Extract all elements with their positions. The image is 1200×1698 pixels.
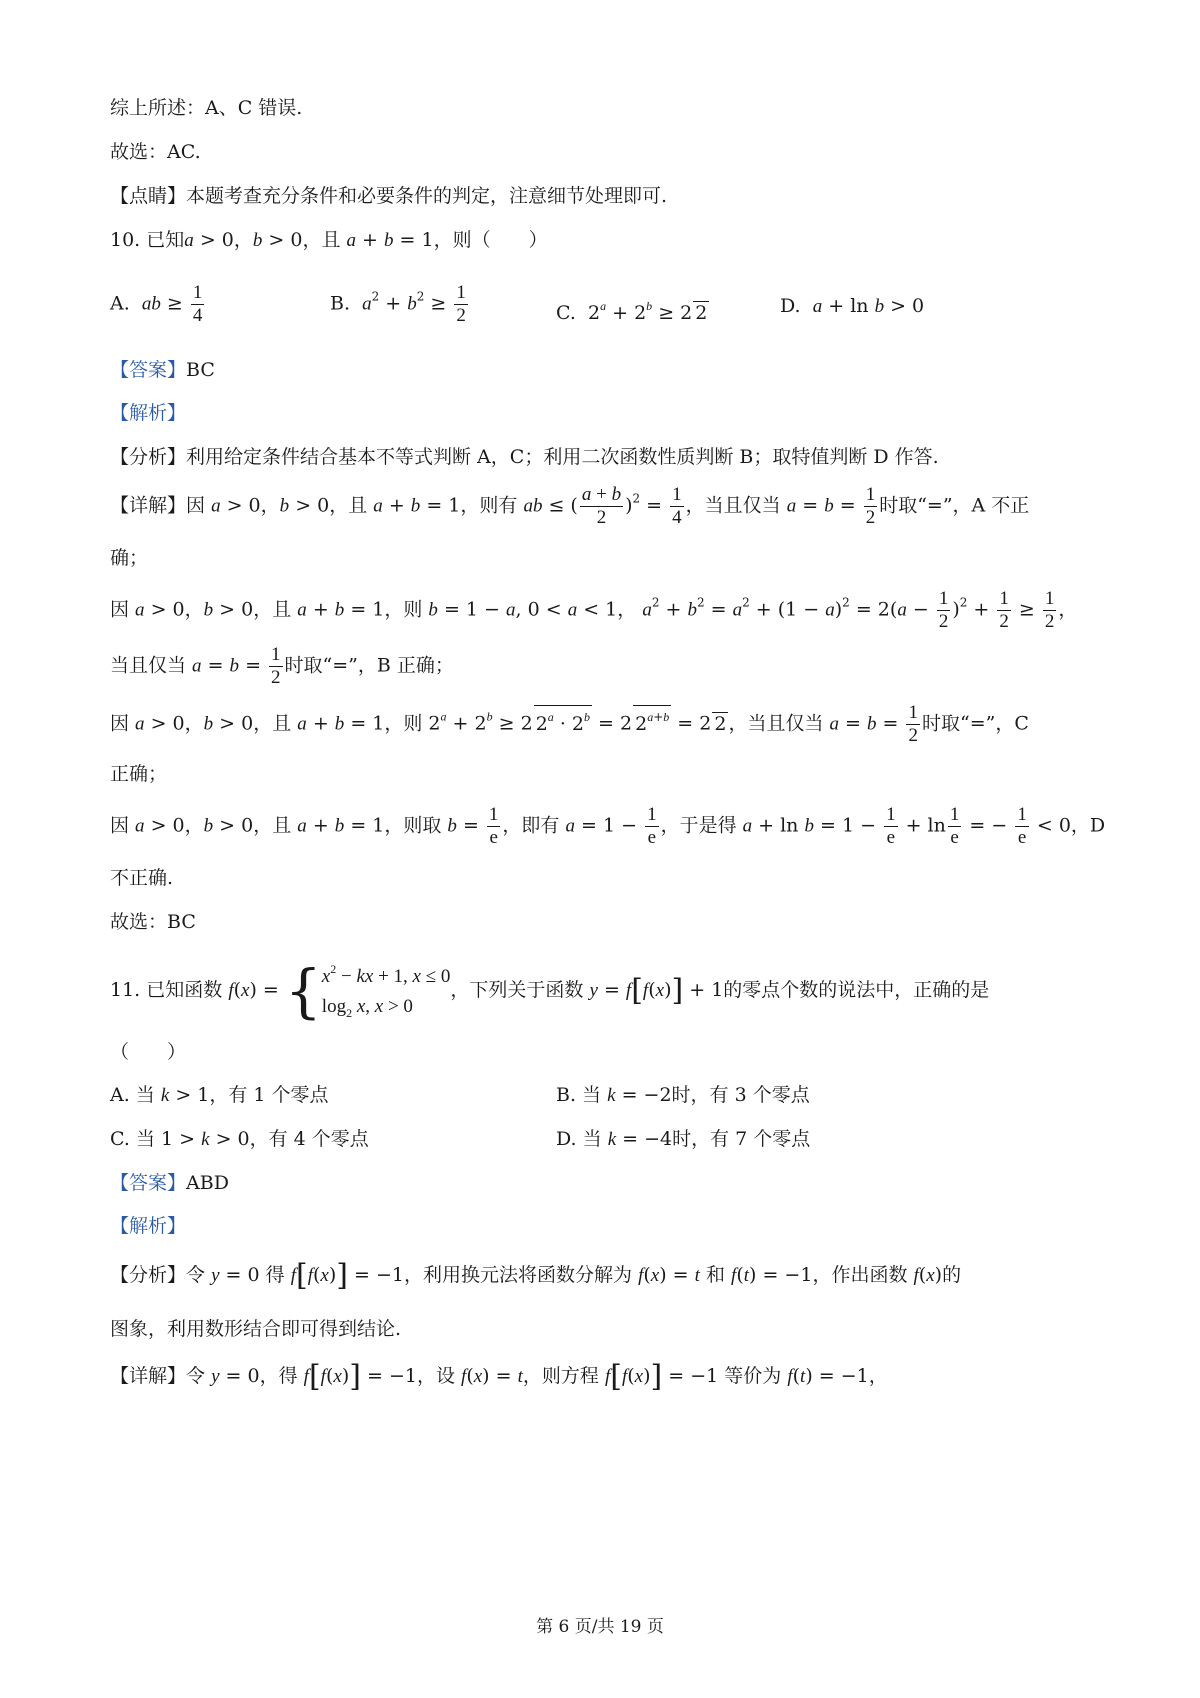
q11-answer: 【答案】ABD <box>110 1172 229 1194</box>
q10-option-d: D. a + ln b > 0 <box>780 295 925 317</box>
q10-option-c: C. $2^a + 2^b \ge 2$ 2 <box>556 299 708 324</box>
point-line <box>110 184 667 208</box>
q10-detail-b: 因 a > 0，b > 0，且 a + b = 1，则 b = 1 − a, 0 < a < 1， $a^2 + b^2 = a^2 + (1 - a)^2 = 2(a$ − $\frac{1}{2}$ )$^2$ + $\frac{1}{2}$ ≥ $\frac{1}{2}$ ， <box>110 588 1078 632</box>
page-footer: 第 6 页/共 19 页 <box>536 1617 664 1637</box>
q11-option-d: D. 当 k = −4时，有 7 个零点 <box>556 1128 811 1150</box>
q10-detail-d-cont: 不正确. <box>110 867 174 889</box>
q10-choice: 故选：BC <box>110 911 196 933</box>
q10-detail-a-cont: 确； <box>110 547 149 569</box>
answer-value: ABD <box>186 1172 229 1194</box>
choice-line: 故选：AC. <box>110 141 201 163</box>
q11-option-b: B. 当 k = −2时，有 3 个零点 <box>556 1084 810 1106</box>
answer-tag: 【答案】 <box>110 359 187 381</box>
q10-number: 10. <box>110 229 141 251</box>
q10-answer <box>110 358 215 382</box>
q10-analysis <box>110 445 939 469</box>
q10-option-a: A. ab ≥ $\frac{1}{4}$ <box>110 282 203 326</box>
q10-detail-c-cont: 正确； <box>110 763 168 785</box>
q10-detail-d: 因 a > 0，b > 0，且 a + b = 1，则取 b = $\frac{1}{e}$ ，即有 a = 1 − $\frac{1}{e}$ ，于是得 a + ln b = 1 − $\frac{1}{e}$ + ln $\frac{1}{e}$ = − $\frac{1}{e}$ < 0，D <box>110 804 1106 848</box>
q10-stem-post: ，则（ ） <box>433 229 548 251</box>
q10-stem: 10. 已知a > 0，b > 0，且 a + b = 1，则（ ） <box>110 229 548 251</box>
q10-detail-c: 因 a > 0，b > 0，且 a + b = 1，则 $2^a + 2^b \ge 2$ $2^a \cdot 2^b = 2$ $2^{a+b} = 2$ 2 ，当且仅当 a = b = $\frac{1}{2}$ 时取“=”，C <box>110 702 1029 746</box>
q11-option-c: C. 当 1 > k > 0，有 4 个零点 <box>110 1128 369 1150</box>
q10-stem-pre: 已知 <box>146 229 185 251</box>
point-tag: 【点睛】 <box>110 185 187 207</box>
q11-detail: 【详解】令 y = 0，得 f[f(x)] = −1，设 f(x) = t，则方程 f[f(x)] = −1 等价为 f(t) = −1， <box>110 1359 888 1394</box>
q11-stem: 11. 已知函数 f(x) = { $x^2$ − kx + 1, x ≤ 0 $\log_2 x$, x > 0 ，下列关于函数 y = f[f(x)] + 1的零点个数的说法中，正确的是 <box>110 957 990 1025</box>
answer-value: BC <box>186 359 215 381</box>
q10-detail-b-cont: 当且仅当 a = b = $\frac{1}{2}$ 时取“=”，B 正确； <box>110 644 454 688</box>
fenxi-text: 利用给定条件结合基本不等式判断 A，C；利用二次函数性质判断 B；取特值判断 D 作答. <box>186 446 939 468</box>
q10-detail-a: 【详解】因 a > 0，b > 0，且 a + b = 1，则有 ab ≤ ( $\frac{a + b}{2}$ )$^2$ = $\frac{1}{4}$ ，当且仅当 a = b = $\frac{1}{2}$ 时取“=”，A 不正 <box>110 484 1030 528</box>
fenxi-tag: 【分析】 <box>110 446 187 468</box>
q10-analysis-tag: 【解析】 <box>110 402 187 424</box>
q10-option-b: B. $a^2 + b^2$ ≥ $\frac{1}{2}$ <box>330 282 466 326</box>
q11-number: 11. <box>110 979 141 1001</box>
summary-line: 综上所述：A、C 错误. <box>110 97 303 119</box>
q11-option-a: A. 当 k > 1，有 1 个零点 <box>110 1084 329 1106</box>
q11-analysis-tag: 【解析】 <box>110 1215 187 1237</box>
q11-analysis-cont: 图象，利用数形结合即可得到结论. <box>110 1318 402 1340</box>
q11-paren: （ ） <box>110 1041 187 1063</box>
q11-analysis: 【分析】令 y = 0 得 f[f(x)] = −1，利用换元法将函数分解为 f(x) = t 和 f(t) = −1，作出函数 f(x)的 <box>110 1258 962 1293</box>
point-text: 本题考查充分条件和必要条件的判定，注意细节处理即可. <box>186 185 668 207</box>
